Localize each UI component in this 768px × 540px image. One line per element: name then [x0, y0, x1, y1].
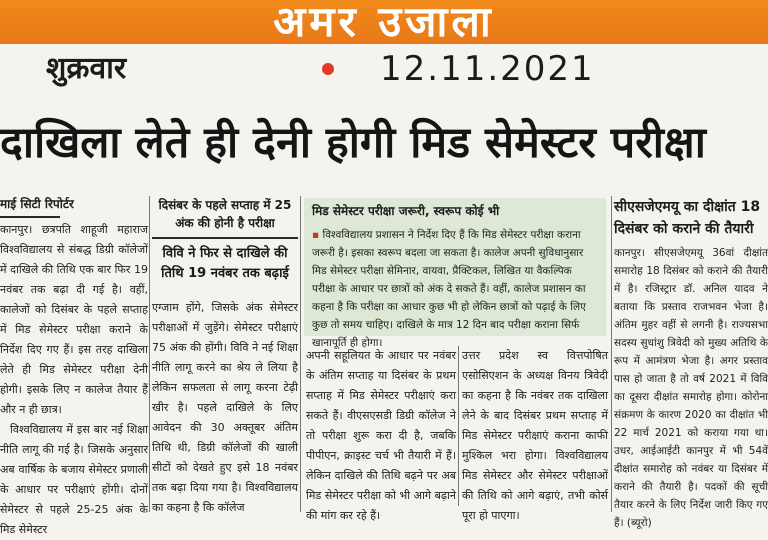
dateline-day: शुक्रवार — [46, 51, 127, 86]
column-3-text: अपनी सहूलियत के आधार पर नवंबर के अंतिम सप्ताह या दिसंबर के प्रथम सप्ताह में मिड सेमेस्टर परीक्षाएं करा सकते हैं। वीएसएसडी डिग्री कॉलेज ने तो परीक्षा शुरू करा दी है, जबकि पीपीएन, क्राइस्ट चर्च भी तैयारी में हैं। लेकिन दाखिले की तिथि बढ़ने पर अब मिड सेमेस्टर परीक्षा को भी आगे बढ़ाने की मांग कर रहे हैं। — [306, 349, 456, 522]
dateline-date: 12.11.2021 — [380, 49, 595, 89]
newspaper-masthead — [0, 0, 768, 44]
masthead-title: अमर उजाला — [273, 0, 495, 46]
column-divider — [458, 346, 459, 506]
info-box-text — [312, 226, 598, 352]
info-box-title: मिड सेमेस्टर परीक्षा जरूरी, स्वरूप कोई भी — [312, 204, 500, 218]
subheading-2: विवि ने फिर से दाखिले की तिथि 19 नवंबर तक बढ़ाई — [161, 246, 289, 281]
main-headline: दाखिला लेते ही देनी होगी मिड सेमेस्टर परीक्षा — [0, 118, 706, 168]
dateline-dot-icon — [322, 63, 334, 75]
side-story-text: कानपुर। सीएसजेएमयू 36वां दीक्षांत समारोह 18 दिसंबर को कराने की तैयारी में है। रजिस्ट्रार डॉ. अनिल यादव ने बताया कि प्रस्ताव राजभवन भेजा है। अंतिम मुहर वहीं से लगनी है। राज्यसभा सदस्य सुधांशु त्रिवेदी को मुख्य अतिथि के रूप में आमंत्रण भेजा है। अगर प्रस्ताव पास हो जाता है तो वर्ष 2021 में विवि का दूसरा दीक्षांत समारोह होगा। कोरोना संक्रमण के कारण 2020 का दीक्षांत भी 22 मार्च 2021 को कराया गया था। उधर, आईआईटी कानपुर में भी 54वें दीक्षांत समारोह को नवंबर या दिसंबर में कराने की तैयारी है। पदकों की सूची तैयार करने के लिए निर्देश जारी किए गए हैं। (ब्यूरो) — [614, 247, 768, 529]
column-4-text: उत्तर प्रदेश स्व वित्तपोषित एसोसिएशन के अध्यक्ष विनय त्रिवेदी का कहना है कि नवंबर तक दाखिला लेने के बाद दिसंबर प्रथम सप्ताह में मिड सेमेस्टर परीक्षाएं कराना काफी मुश्किल भरा होगा। विश्वविद्यालय मिड सेमेस्टर और सेमेस्टर परीक्षाओं की तिथि को आगे बढ़ाएं, तभी कोर्स पूरा हो पाएगा। — [462, 349, 608, 522]
paragraph: विश्वविद्यालय में इस बार नई शिक्षा नीति लागू की गई है। जिसके अनुसार अब वार्षिक के बजाय सेमेस्टर प्रणाली के आधार पर परीक्षाएं होंगी। दोनों सेमेस्टर से पहले 25-25 अंक के मिड सेमेस्टर — [0, 423, 148, 536]
column-2-text: एग्जाम होंगे, जिसके अंक सेमेस्टर परीक्षाओं में जुड़ेंगे। सेमेस्टर परीक्षाएं 75 अंक की होंगी। विवि ने नई शिक्षा नीति लागू करने का श्रेय ले लिया है लेकिन सफलता से लागू करना टेढ़ी खीर है। पहले दाखिले के लिए आवेदन की 30 अक्तूबर अंतिम तिथि थी, डिग्री कॉलेजों की खाली सीटों को देखते हुए इसे 18 नवंबर तक बढ़ा दिया गया है। विश्वविद्यालय का कहना है कि कॉलेज — [152, 301, 298, 514]
byline-rule — [0, 216, 60, 218]
side-story-headline: सीएसजेएमयू का दीक्षांत 18 दिसंबर को कराने की तैयारी — [614, 199, 761, 237]
column-divider — [149, 196, 150, 512]
byline: माई सिटी रिपोर्टर — [0, 197, 74, 211]
info-box — [304, 198, 606, 349]
dateline — [40, 50, 760, 88]
column-divider — [611, 196, 612, 512]
info-box-body: विश्वविद्यालय प्रशासन ने निर्देश दिए हैं कि मिड सेमेस्टर परीक्षा कराना जरूरी है। इसका स्वरूप बदला जा सकता है। कालेज अपनी सुविधानुसार मिड सेमेस्टर परीक्षा सेमिनार, वायवा, प्रैक्टिकल, लिखित या वैकल्पिक परीक्षा के आधार पर छात्रों को अंक दे सकते हैं। वहीं, कालेज प्रशासन का कहना है कि परीक्षा का आधार कुछ भी हो लेकिन छात्रों को पढ़ाई के लिए कुछ तो समय चाहिए। दाखिले के मात्र 12 दिन बाद परीक्षा कराना सिर्फ खानापूर्ति ही होगा। — [312, 229, 586, 349]
column-2 — [152, 194, 298, 512]
column-5 — [614, 196, 768, 529]
subheading-rule — [152, 237, 298, 239]
paragraph: कानपुर। छत्रपति शाहूजी महाराज विश्वविद्यालय से संबद्ध डिग्री कॉलेजों में दाखिले की तिथि एक बार फिर 19 नवंबर तक बढ़ा दी गई है। वहीं, कालेजों को दिसंबर के पहले सप्ताह में मिड सेमेस्टर परीक्षा कराने के निर्देश दिए गए हैं। इस तरह दाखिला लेते ही मिड सेमेस्टर परीक्षा देनी होगी। इसके लिए न कालेज तैयार हैं और न ही छात्र। — [0, 223, 148, 416]
bullet-icon: ▪ — [312, 229, 320, 241]
column-divider — [300, 196, 301, 512]
column-1 — [0, 196, 148, 536]
subheading-1: दिसंबर के पहले सप्ताह में 25 अंक की होनी है परीक्षा — [158, 198, 292, 230]
column-1-text — [0, 220, 148, 540]
